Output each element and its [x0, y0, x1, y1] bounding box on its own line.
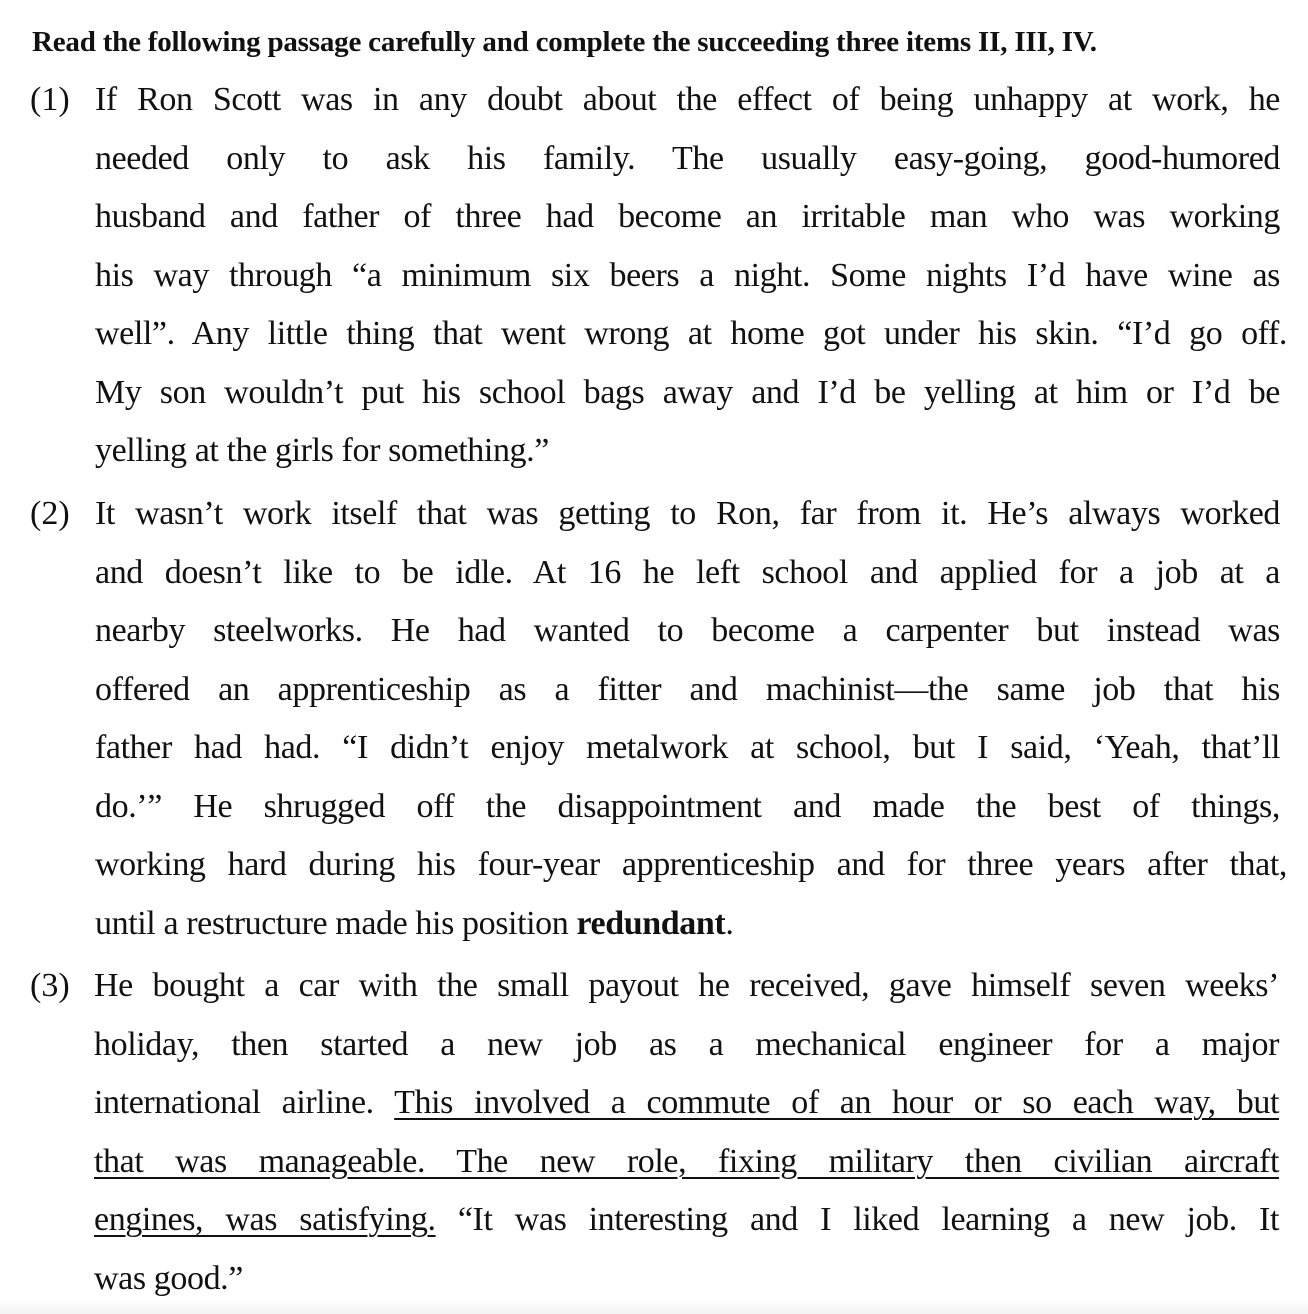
text-line: husband and father of three had become an irritable man who was working	[95, 198, 1280, 235]
text-line: holiday, then started a new job as a mechanical engineer for a major	[94, 1025, 1279, 1063]
text-line: and doesn’t like to be idle. At 16 he left school and applied for a job at a	[95, 553, 1280, 591]
text-line: nearby steelworks. He had wanted to become a carpenter but instead was	[95, 612, 1280, 649]
paragraph-body	[94, 957, 1279, 1308]
text-fragment: until a restructure made his position	[95, 904, 577, 942]
text-fragment: .	[725, 904, 734, 942]
paragraph-body	[95, 485, 1287, 953]
instruction-heading: Read the following passage carefully and complete the succeeding three items II, III, IV.	[32, 26, 1097, 58]
text-line: yelling at the girls for something.”	[95, 432, 549, 469]
underlined-sentence: This involved a commute of an hour or so each way, but	[394, 1084, 1279, 1121]
text-line: He bought a car with the small payout he received, gave himself seven weeks’	[94, 967, 1279, 1004]
text-line: his way through “a minimum six beers a night. Some nights I’d have wine as	[95, 256, 1280, 294]
text-line: working hard during his four-year apprenticeship and for three years after that,	[95, 846, 1287, 883]
text-line: do.’” He shrugged off the disappointment and made the best of things,	[95, 787, 1280, 825]
text-line	[94, 1191, 1279, 1250]
text-line: well”. Any little thing that went wrong at home got under his skin. “I’d go off.	[95, 315, 1287, 352]
underlined-sentence: engines, was satisfying.	[94, 1201, 436, 1238]
text-line: If Ron Scott was in any doubt about the effect of being unhappy at work, he	[95, 81, 1280, 118]
text-line: was good.”	[94, 1259, 243, 1297]
text-line	[95, 895, 1280, 954]
text-fragment: “It was interesting and I liked learning a new job. It	[435, 1201, 1279, 1238]
bold-keyword-redundant: redundant	[576, 904, 726, 942]
page-bottom-edge	[0, 1300, 1308, 1314]
text-line	[94, 1074, 1279, 1133]
text-line: needed only to ask his family. The usually easy-going, good-humored	[95, 139, 1280, 177]
paragraph-number: (2)	[30, 495, 70, 532]
paragraph-number: (1)	[30, 81, 70, 118]
text-line: My son wouldn’t put his school bags away and I’d be yelling at him or I’d be	[95, 373, 1280, 411]
paragraph-body	[95, 71, 1287, 481]
text-line: father had had. “I didn’t enjoy metalwork at school, but I said, ‘Yeah, that’ll	[95, 729, 1280, 766]
underlined-sentence: that was manageable. The new role, fixing military then civilian aircraft	[94, 1142, 1279, 1180]
text-line: offered an apprenticeship as a fitter and machinist—the same job that his	[95, 670, 1280, 708]
text-line: It wasn’t work itself that was getting to Ron, far from it. He’s always worked	[95, 495, 1280, 532]
paragraph-number: (3)	[30, 967, 70, 1004]
text-fragment: international airline.	[94, 1084, 395, 1121]
